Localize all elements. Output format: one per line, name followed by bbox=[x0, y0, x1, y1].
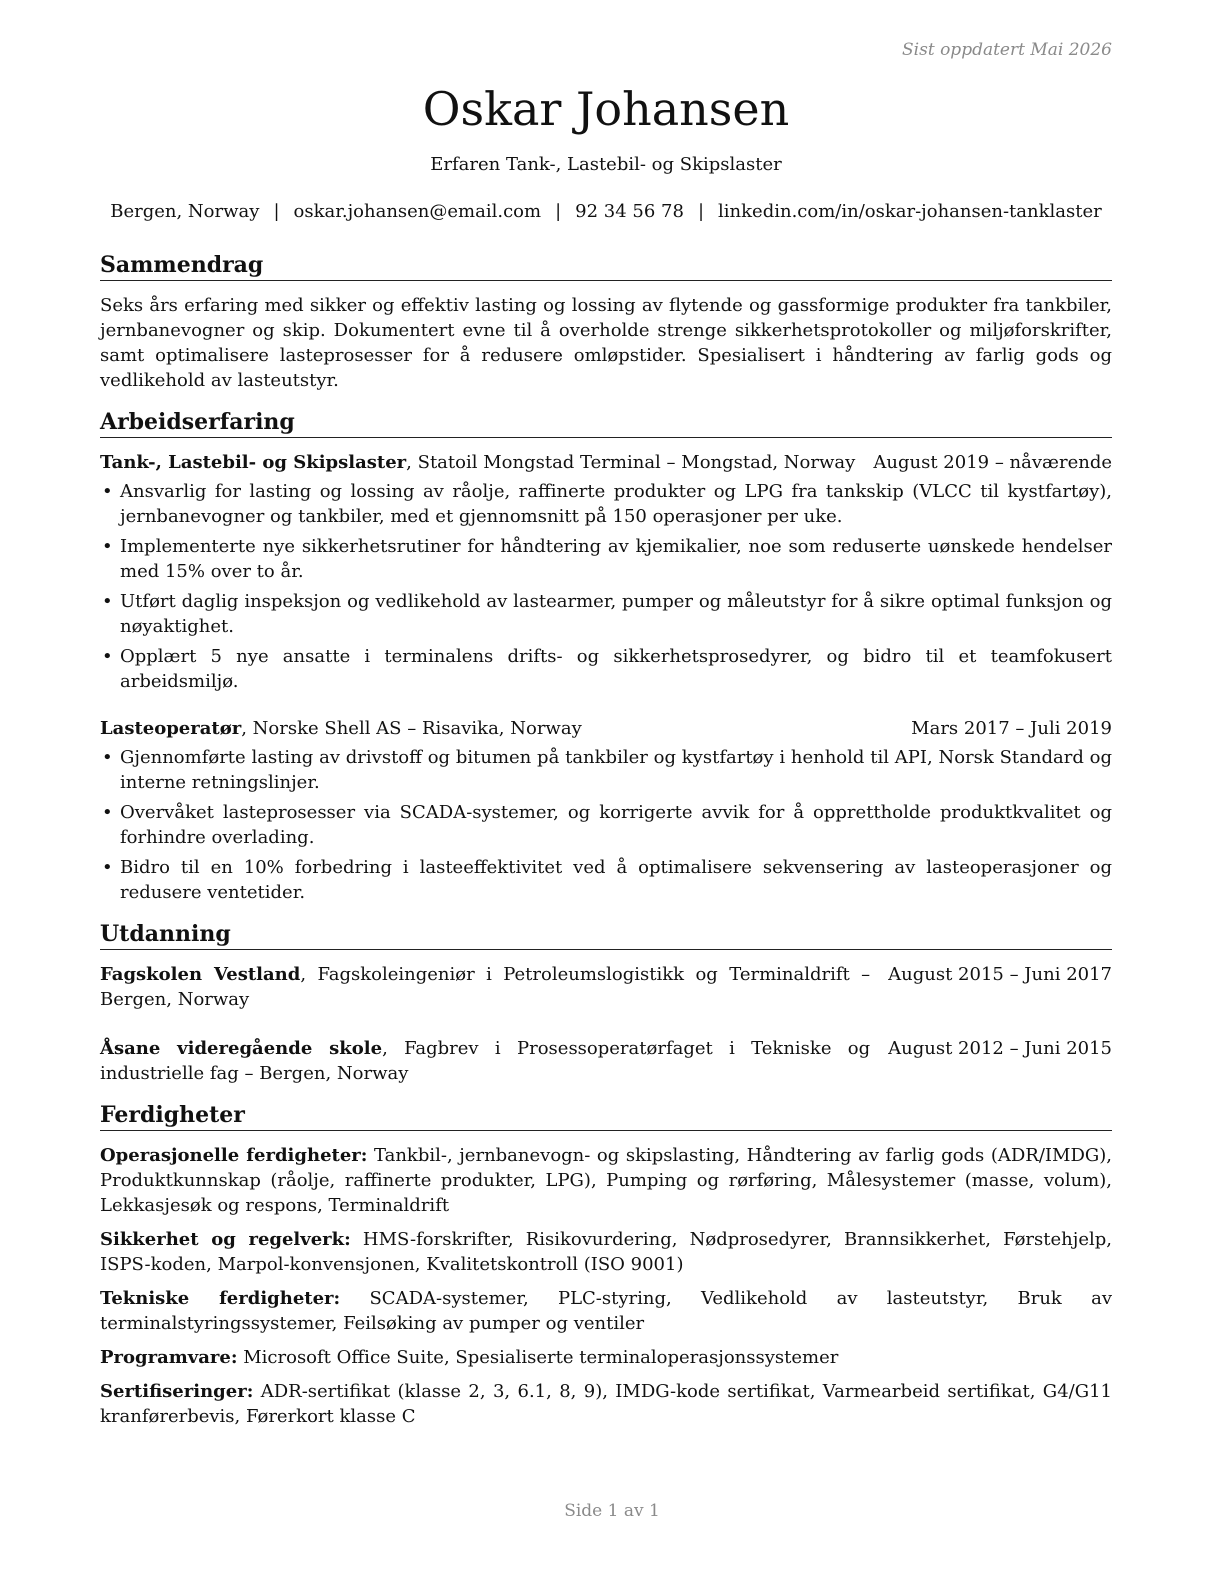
contact-phone[interactable]: 92 34 56 78 bbox=[575, 201, 684, 222]
job-entry bbox=[100, 450, 1112, 694]
bullet-dot: • bbox=[102, 591, 113, 612]
section-title-education: Utdanning bbox=[100, 921, 1112, 950]
job-header bbox=[100, 716, 1112, 741]
summary-text: Seks års erfaring med sikker og effektiv lasting og lossing av flytende og gassformige produkter fra tankbiler, jernbanevogner og skip. Dokumentert evne til å overholde strenge sikkerhetsprotokoller og miljøforskrifter, samt optimalisere lasteprosesser for å redusere omløpstider. Spesialisert i håndtering av farlig gods og vedlikehold av lasteutstyr. bbox=[100, 295, 1112, 391]
skill-text: SCADA-systemer, PLC-styring, Vedlikehold av lasteutstyr, Bruk av terminalstyringssystemer, Feilsøking av pumper og ventiler bbox=[100, 1288, 1112, 1334]
skill-text: ADR-sertifikat (klasse 2, 3, 6.1, 8, 9), IMDG-kode sertifikat, Varmearbeid sertifikat, G4/G11 kranførerbevis, Førerkort klasse C bbox=[100, 1381, 1112, 1427]
education-school: Åsane videregående skole bbox=[100, 1038, 383, 1059]
skill-text: HMS-forskrifter, Risikovurdering, Nødprosedyrer, Brannsikkerhet, Førstehjelp, ISPS-koden, Marpol-konvensjonen, Kvalitetskontroll (ISO 9001) bbox=[100, 1229, 1112, 1275]
bullet-dot: • bbox=[102, 536, 113, 557]
education-entry bbox=[100, 1036, 1112, 1086]
education-dates: August 2015 – Juni 2017 bbox=[888, 964, 1112, 985]
skill-label: Programvare: bbox=[100, 1347, 238, 1368]
contact-line bbox=[100, 201, 1112, 222]
skill-label: Tekniske ferdigheter: bbox=[100, 1288, 341, 1309]
job-title-line bbox=[100, 716, 893, 741]
education-entry bbox=[100, 962, 1112, 1012]
bullet-dot: • bbox=[102, 646, 113, 667]
job-bullet bbox=[100, 745, 1112, 795]
bullet-text: Implementerte nye sikkerhetsrutiner for håndtering av kjemikalier, noe som reduserte uønskede hendelser med 15% over to år. bbox=[120, 536, 1112, 582]
job-dates: August 2019 – nåværende bbox=[873, 452, 1112, 473]
job-bullet bbox=[100, 534, 1112, 584]
contact-linkedin[interactable]: linkedin.com/in/oskar-johansen-tanklaster bbox=[718, 201, 1102, 222]
bullet-text: Overvåket lasteprosesser via SCADA-systemer, og korrigerte avvik for å opprettholde produktkvalitet og forhindre overlading. bbox=[120, 802, 1112, 848]
job-bullets bbox=[100, 479, 1112, 694]
skill-text: Microsoft Office Suite, Spesialiserte terminaloperasjonssystemer bbox=[237, 1347, 839, 1368]
contact-location: Bergen, Norway bbox=[110, 201, 260, 222]
skill-label: Sertifiseringer: bbox=[100, 1381, 254, 1402]
job-bullet bbox=[100, 589, 1112, 639]
section-title-summary: Sammendrag bbox=[100, 252, 1112, 281]
job-bullet bbox=[100, 644, 1112, 694]
bullet-dot: • bbox=[102, 802, 113, 823]
headline: Erfaren Tank-, Lastebil- og Skipslaster bbox=[430, 154, 782, 175]
page-number: Side 1 av 1 bbox=[564, 1501, 660, 1521]
job-employer: , Norske Shell AS – Risavika, Norway bbox=[241, 718, 582, 739]
contact-separator: | bbox=[697, 201, 705, 222]
education-school: Fagskolen Vestland bbox=[100, 964, 301, 985]
bullet-text: Ansvarlig for lasting og lossing av råolje, raffinerte produkter og LPG fra tankskip (VLCC til kystfartøy), jernbanevogner og tankbiler, med et gjennomsnitt på 150 operasjoner per uke. bbox=[120, 481, 1112, 527]
skills-list bbox=[100, 1143, 1112, 1429]
job-title-line bbox=[100, 450, 855, 475]
skill-label: Sikkerhet og regelverk: bbox=[100, 1229, 351, 1250]
section-title-skills: Ferdigheter bbox=[100, 1102, 1112, 1131]
skill-group bbox=[100, 1379, 1112, 1429]
bullet-dot: • bbox=[102, 857, 113, 878]
education-detail: , Fagbrev i Prosessoperatørfaget i Tekniske og industrielle fag – Bergen, Norway bbox=[100, 1038, 871, 1084]
job-list bbox=[100, 450, 1112, 905]
skill-text: Tankbil-, jernbanevogn- og skipslasting, Håndtering av farlig gods (ADR/IMDG), Produktkunnskap (råolje, raffinerte produkter, LPG), Pumping og rørføring, Målesystemer (masse, volum), Lekkasjesøk og respons, Terminaldrift bbox=[100, 1145, 1112, 1216]
bullet-text: Gjennomførte lasting av drivstoff og bitumen på tankbiler og kystfartøy i henhold til API, Norsk Standard og interne retningslinjer. bbox=[120, 747, 1112, 793]
bullet-text: Opplært 5 nye ansatte i terminalens drifts- og sikkerhetsprosedyrer, og bidro til et teamfokusert arbeidsmiljø. bbox=[120, 646, 1112, 692]
bullet-dot: • bbox=[102, 481, 113, 502]
job-entry bbox=[100, 716, 1112, 905]
education-title-line bbox=[100, 1036, 870, 1086]
last-updated: Sist oppdatert Mai 2026 bbox=[902, 40, 1112, 60]
education-dates: August 2012 – Juni 2015 bbox=[888, 1038, 1112, 1059]
skill-group bbox=[100, 1345, 1112, 1370]
job-bullet bbox=[100, 479, 1112, 529]
education-title-line bbox=[100, 962, 870, 1012]
skill-group bbox=[100, 1143, 1112, 1218]
education-list bbox=[100, 962, 1112, 1086]
job-header bbox=[100, 450, 1112, 475]
skill-group bbox=[100, 1286, 1112, 1336]
job-dates: Mars 2017 – Juli 2019 bbox=[911, 718, 1112, 739]
job-bullets bbox=[100, 745, 1112, 905]
job-role: Tank-, Lastebil- og Skipslaster bbox=[100, 452, 407, 473]
job-bullet bbox=[100, 855, 1112, 905]
bullet-text: Bidro til en 10% forbedring i lasteeffektivitet ved å optimalisere sekvensering av lasteoperasjoner og redusere ventetider. bbox=[120, 857, 1112, 903]
skill-group bbox=[100, 1227, 1112, 1277]
candidate-name: Oskar Johansen bbox=[422, 82, 790, 136]
section-title-experience: Arbeidserfaring bbox=[100, 409, 1112, 438]
resume-page bbox=[100, 40, 1112, 1438]
skill-label: Operasjonelle ferdigheter: bbox=[100, 1145, 368, 1166]
job-role: Lasteoperatør bbox=[100, 718, 242, 739]
contact-separator: | bbox=[273, 201, 280, 222]
bullet-dot: • bbox=[102, 747, 113, 768]
contact-separator: | bbox=[555, 201, 562, 222]
job-bullet bbox=[100, 800, 1112, 850]
education-detail: , Fagskoleingeniør i Petroleumslogistikk og Terminaldrift – Bergen, Norway bbox=[100, 964, 871, 1010]
job-employer: , Statoil Mongstad Terminal – Mongstad, Norway bbox=[406, 452, 856, 473]
bullet-text: Utført daglig inspeksjon og vedlikehold av lastearmer, pumper og måleutstyr for å sikre optimal funksjon og nøyaktighet. bbox=[120, 591, 1112, 637]
contact-email[interactable]: oskar.johansen@email.com bbox=[293, 201, 542, 222]
